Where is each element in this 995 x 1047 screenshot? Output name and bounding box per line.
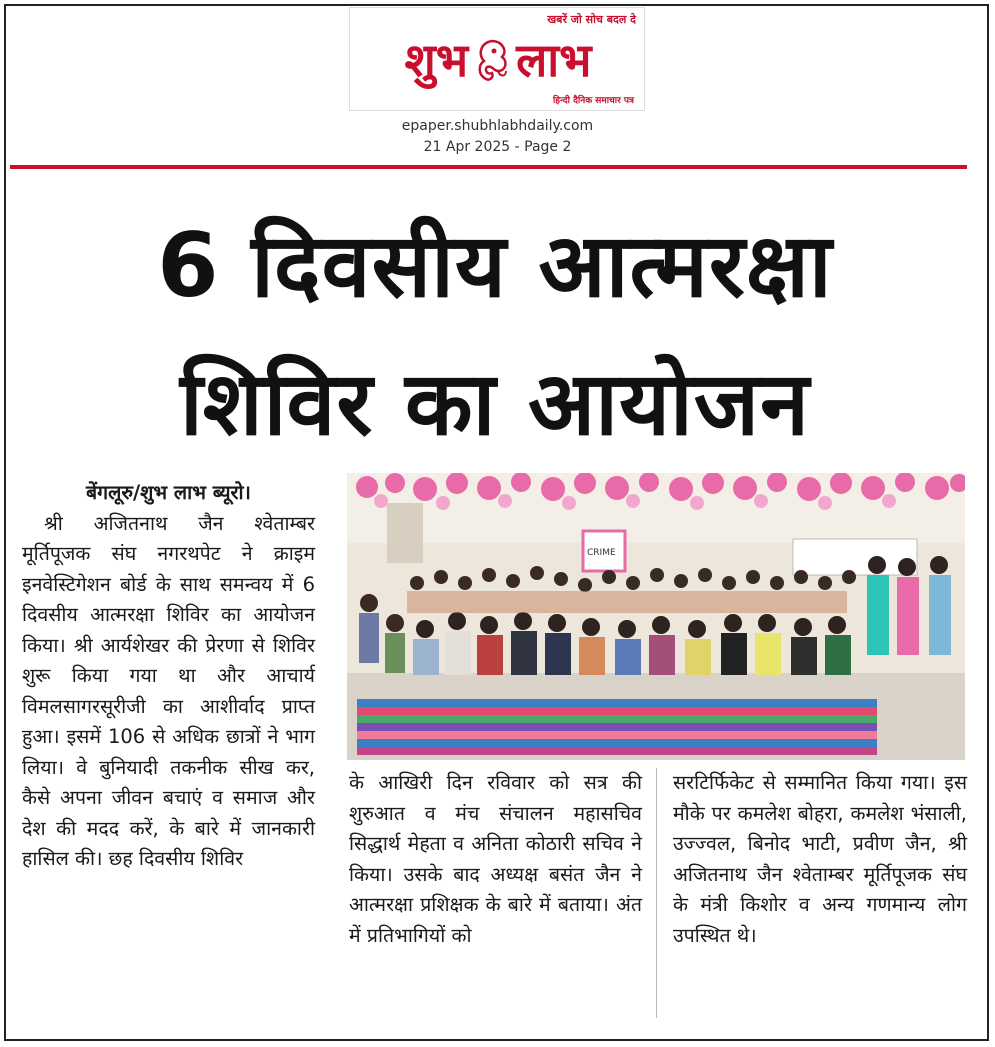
masthead-tagline: खबरें जो सोच बदल दे [547, 13, 636, 26]
source-url[interactable]: epaper.shubhlabhdaily.com [401, 118, 594, 134]
header-rule [10, 165, 967, 169]
column-divider [656, 768, 657, 1018]
article-col3-text: सरटिर्फिकेट से सम्मानित किया गया। इस मौके पर कमलेश बोहरा, कमलेश भंसाली, उज्ज्वल, बिनोद भाटी, प्रवीण जैन, श्री अजितनाथ जैन श्वेताम्बर मूर्तिपूजक संघ के मंत्री किशोर व अन्य गणमान्य लोग उपस्थित थे। [673, 771, 967, 947]
article-col1-text: श्री अजितनाथ जैन श्वेताम्बर मूर्तिपूजक संघ नगरथपेट ने क्राइम इनवेस्टिगेशन बोर्ड के साथ समन्वय में 6 दिवसीय आत्मरक्षा शिविर का आयोजन किया। श्री आर्यशेखर की प्रेरणा से शिविर शुरू किया गया था और आचार्य विमलसागरसूरीजी का आशीर्वाद प्राप्त हुआ। इसमें 106 से अधिक छात्रों ने भाग लिया। वे बुनियादी तकनीक सीख कर, कैसे अपना जीवन बचाएं व समाज और देश की मदद करें, के बारे में जानकारी हासिल की। छह दिवसीय शिविर [22, 511, 315, 870]
logo-word-labh: लाभ [516, 33, 592, 87]
source-date-page: 21 Apr 2025 - Page 2 [423, 139, 572, 155]
article-photo [347, 473, 965, 760]
article-col2-text: के आखिरी दिन रविवार को सत्र की शुरुआत व मंच संचालन महासचिव सिद्धार्थ मेहता व अनिता कोठारी सचिव ने किया। उसके बाद अध्यक्ष बसंत जैन ने आत्मरक्षा प्रशिक्षक के बारे में बताया। अंत में प्रतिभागियों को [349, 771, 642, 947]
article-dateline: बेंगलूरु/शुभ लाभ ब्यूरो। [86, 481, 251, 504]
article-column-2 [349, 768, 642, 951]
masthead-subtitle: हिन्दी दैनिक समाचार पत्र [552, 96, 634, 106]
masthead-logo[interactable] [349, 7, 645, 111]
banner-text: CRIME [587, 548, 616, 558]
logo-wordmark [358, 30, 638, 90]
logo-word-shubh: शुभ [404, 33, 469, 87]
headline-line-1: 6 दिवसीय आत्मरक्षा [157, 214, 833, 317]
article-column-3 [673, 768, 967, 951]
headline-line-2: शिविर का आयोजन [180, 352, 810, 455]
group-photo-illustration [347, 473, 965, 760]
article-column-1 [22, 478, 315, 875]
ganesh-icon [472, 37, 512, 83]
